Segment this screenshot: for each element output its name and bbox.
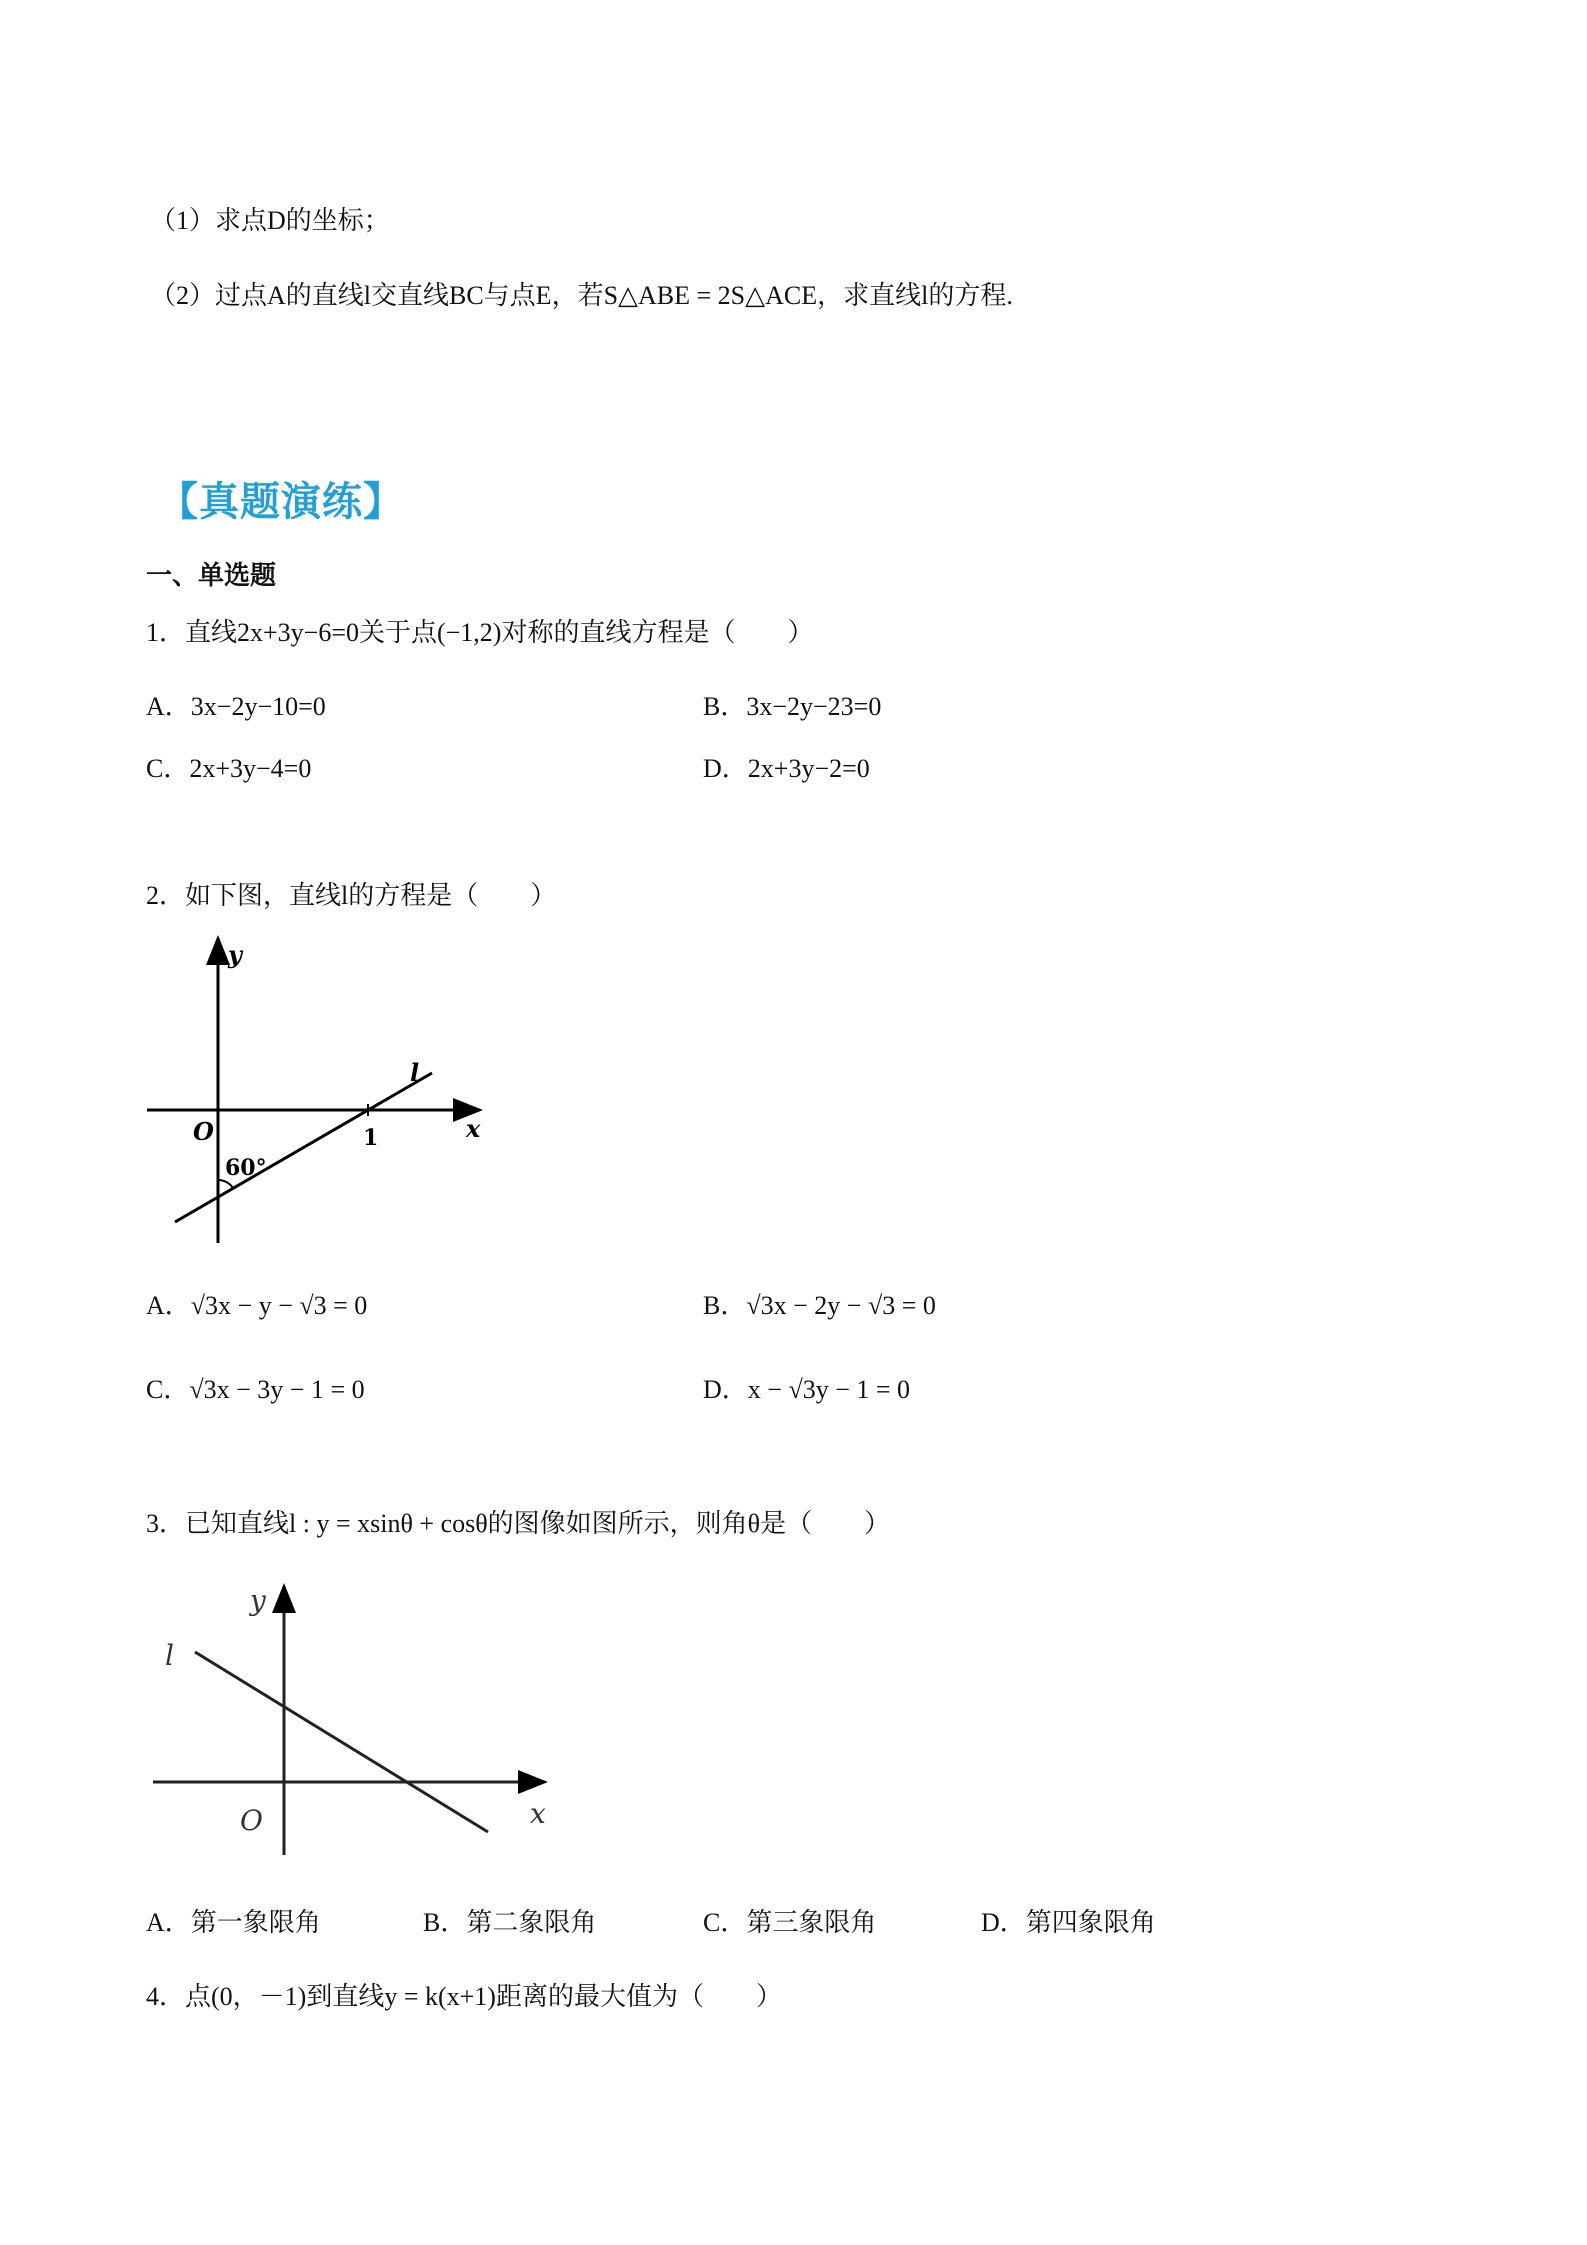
question-3-stem: 3．已知直线l : y = xsinθ + cosθ的图像如图所示，则角θ是（ ）	[146, 1509, 891, 1538]
tick-label: 1	[363, 1125, 379, 1151]
line-l	[195, 1652, 488, 1832]
question-2-figure	[147, 938, 481, 1243]
line-label: l	[410, 1058, 420, 1087]
q3-option-d[interactable]: D．第四象限角	[981, 1908, 1156, 1937]
y-label: y	[228, 940, 242, 969]
question-2-stem: 2．如下图，直线l的方程是（ ）	[146, 881, 557, 910]
question-1-stem: 1．直线2x+3y−6=0关于点(−1,2)对称的直线方程是（ ）	[146, 618, 814, 647]
q1-option-b[interactable]: B．3x−2y−23=0	[703, 692, 882, 721]
part-2-question: （2）过点A的直线l交直线BC与点E，若S△ABE = 2S△ACE，求直线l的方程.	[150, 281, 1013, 310]
origin-label: O	[240, 1804, 263, 1837]
q2-option-c[interactable]: C．√3x − 3y − 1 = 0	[146, 1375, 365, 1404]
q3-option-a[interactable]: A．第一象限角	[146, 1908, 321, 1937]
q3-option-b[interactable]: B．第二象限角	[423, 1908, 597, 1937]
line-label: l	[165, 1639, 174, 1672]
y-label: y	[250, 1584, 266, 1617]
q3-option-c[interactable]: C．第三象限角	[703, 1908, 877, 1937]
q2-option-a[interactable]: A．√3x − y − √3 = 0	[146, 1291, 368, 1320]
q1-option-a[interactable]: A．3x−2y−10=0	[146, 692, 326, 721]
part-1-question: （1）求点D的坐标；	[150, 206, 390, 235]
q2-option-b[interactable]: B．√3x − 2y − √3 = 0	[703, 1291, 936, 1320]
question-3-figure	[153, 1584, 546, 1855]
question-4-stem: 4．点(0，－1)到直线y = k(x+1)距离的最大值为（ ）	[146, 1982, 782, 2011]
section-type: 一、单选题	[146, 561, 277, 591]
origin-label: O	[193, 1117, 214, 1146]
x-label: x	[466, 1114, 481, 1143]
q1-option-c[interactable]: C．2x+3y−4=0	[146, 754, 312, 783]
line-l	[175, 1073, 432, 1222]
angle-label: 60°	[225, 1155, 267, 1181]
angle-arc	[218, 1180, 233, 1188]
q2-option-d[interactable]: D．x − √3y − 1 = 0	[703, 1375, 911, 1404]
section-heading: 【真题演练】	[158, 478, 404, 525]
q1-option-d[interactable]: D．2x+3y−2=0	[703, 754, 870, 783]
x-label: x	[530, 1797, 546, 1830]
